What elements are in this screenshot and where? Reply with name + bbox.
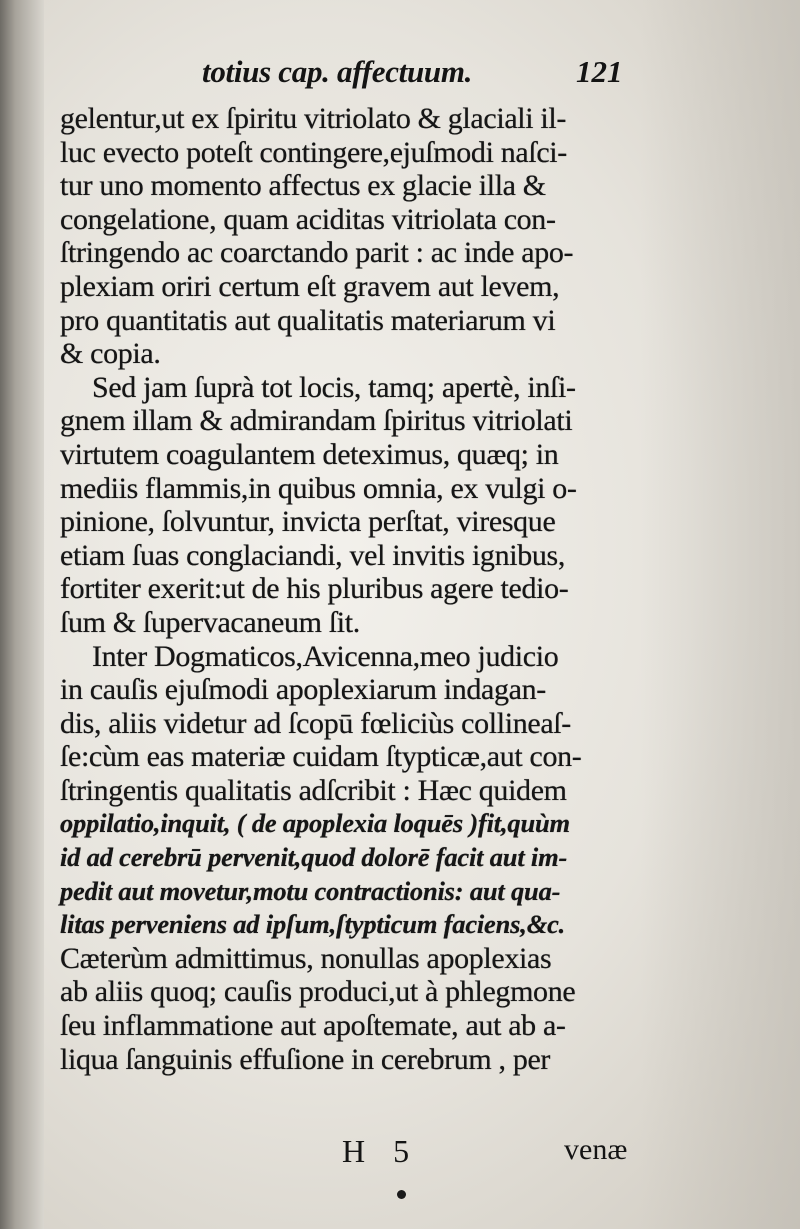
text-line: gnem illam & admirandam ſpiritus vitriolati: [60, 404, 573, 438]
text-line: tur uno momento affectus ex glacie illa &: [60, 169, 546, 203]
text-line: in cauſis ejuſmodi apoplexiarum indagan-: [60, 673, 546, 707]
text-line: & copia.: [60, 337, 161, 371]
text-line: liqua ſanguinis effuſione in cerebrum , per: [60, 1042, 551, 1076]
text-line: dis, aliis videtur ad ſcopū fœliciùs collineaſ-: [60, 706, 571, 740]
text-line: gelentur,ut ex ſpiritu vitriolato & glaciali il-: [60, 102, 567, 135]
text-line: ſeu inflammatione aut apoſtemate, aut ab a-: [60, 1009, 566, 1043]
text-line: congelatione, quam aciditas vitriolata con-: [60, 202, 556, 236]
page-number: 121: [576, 54, 623, 89]
text-line: Sed jam ſuprà tot locis, tamq; apertè, inſi-: [92, 370, 576, 404]
text-line: mediis flammis,in quibus omnia, ex vulgi o-: [60, 471, 577, 505]
page-header: [48, 54, 648, 94]
ink-dot: [397, 1190, 406, 1199]
text-line: pinione, ſolvuntur, invicta perſtat, viresque: [60, 505, 556, 539]
text-line: ab aliis quoq; cauſis produci,ut à phlegmone: [60, 975, 576, 1009]
quotation-line: oppilatio,inquit, ( de apoplexia loquēs )fit,quùm: [60, 808, 570, 839]
running-title: totius cap. affectuum.: [202, 54, 473, 89]
text-line: plexiam oriri certum eſt gravem aut levem,: [60, 269, 560, 303]
catchword: venæ: [564, 1133, 628, 1166]
text-line: Inter Dogmaticos,Avicenna,meo judicio: [92, 639, 559, 673]
signature-mark: H 5: [342, 1133, 420, 1169]
page-footer: [60, 1133, 640, 1173]
body-text: [60, 102, 640, 1076]
text-line: ſtringentis qualitatis adſcribit : Hæc quidem: [60, 773, 567, 807]
text-line: ſe:cùm eas materiæ cuidam ſtypticæ,aut con-: [60, 740, 582, 774]
text-line: luc evecto poteſt contingere,ejuſmodi naſci-: [60, 135, 567, 169]
text-line: Cæterùm admittimus, nonullas apoplexias: [60, 941, 552, 975]
text-line: virtutem coagulantem deteximus, quæq; in: [60, 437, 559, 471]
scan-edge-right: [640, 0, 800, 1229]
quotation-line: pedit aut movetur,motu contractionis: aut qua-: [60, 875, 561, 906]
text-line: fortiter exerit:ut de his pluribus agere tedio-: [60, 572, 569, 606]
text-line: ſtringendo ac coarctando parit : ac inde apo-: [60, 236, 574, 270]
text-line: ſum & ſupervacaneum ſit.: [60, 605, 360, 639]
text-line: pro quantitatis aut qualitatis materiarum vi: [60, 303, 556, 337]
quotation-line: id ad cerebrū pervenit,quod dolorē facit aut im-: [60, 842, 568, 873]
text-line: etiam ſuas conglaciandi, vel invitis ignibus,: [60, 538, 565, 572]
quotation-line: litas perveniens ad ipſum,ſtypticum faciens,&c.: [60, 909, 566, 940]
scan-edge-left: [0, 0, 44, 1229]
